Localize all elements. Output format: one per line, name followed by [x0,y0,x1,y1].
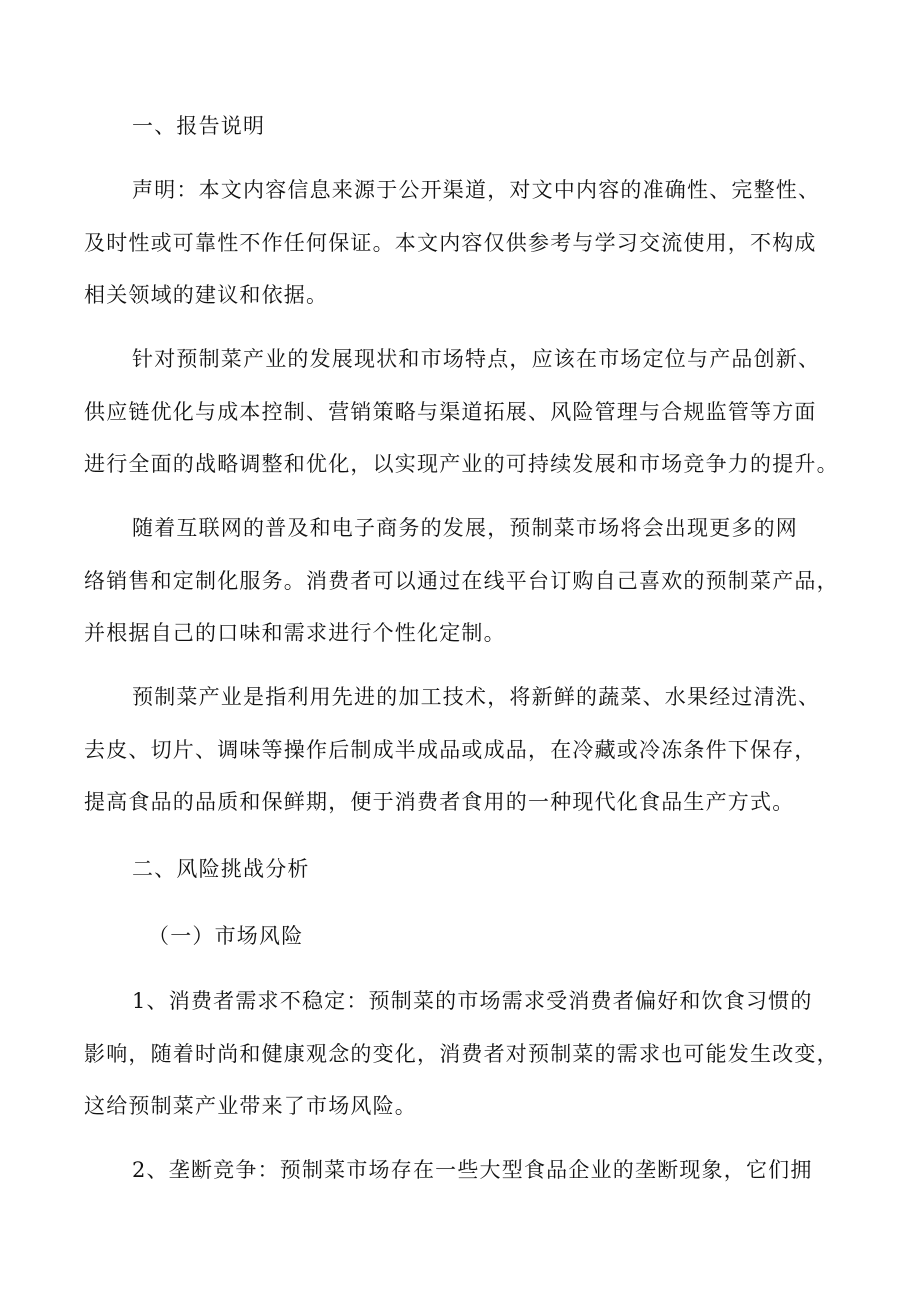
paragraph-line: 相关领域的建议和依据。 [84,283,329,307]
paragraph-line: 1、消费者需求不稳定：预制菜的市场需求受消费者偏好和饮食习惯的 [132,989,813,1013]
paragraph-line: 供应链优化与成本控制、营销策略与渠道拓展、风险管理与合规监管等方面 [84,400,817,424]
paragraph-line: 这给预制菜产业带来了市场风险。 [84,1094,417,1118]
paragraph-line: 预制菜产业是指利用先进的加工技术，将新鲜的蔬菜、水果经过清洗、 [132,685,821,709]
paragraph-line: 针对预制菜产业的发展现状和市场特点，应该在市场定位与产品创新、 [132,347,821,371]
paragraph-line: 去皮、切片、调味等操作后制成半成品或成品，在冷藏或冷冻条件下保存， [84,738,817,762]
paragraph-line: 2、垄断竞争：预制菜市场存在一些大型食品企业的垄断现象，它们拥 [132,1158,813,1182]
paragraph-line: 随着互联网的普及和电子商务的发展，预制菜市场将会出现更多的网 [132,516,798,540]
paragraph-line: 络销售和定制化服务。消费者可以通过在线平台订购自己喜欢的预制菜产品， [84,569,839,593]
section-heading-risk-analysis: 二、风险挑战分析 [132,857,310,881]
subsection-heading-market-risk: （一）市场风险 [148,924,304,948]
section-heading-report-description: 一、报告说明 [132,114,266,138]
paragraph-line: 进行全面的战略调整和优化，以实现产业的可持续发展和市场竞争力的提升。 [84,452,839,476]
paragraph-line: 提高食品的品质和保鲜期，便于消费者食用的一种现代化食品生产方式。 [84,790,795,814]
paragraph-line: 及时性或可靠性不作任何保证。本文内容仅供参考与学习交流使用，不构成 [84,231,817,255]
paragraph-line: 并根据自己的口味和需求进行个性化定制。 [84,621,506,645]
paragraph-line: 影响，随着时尚和健康观念的变化，消费者对预制菜的需求也可能发生改变， [84,1042,839,1066]
paragraph-line: 声明：本文内容信息来源于公开渠道，对文中内容的准确性、完整性、 [132,178,821,202]
